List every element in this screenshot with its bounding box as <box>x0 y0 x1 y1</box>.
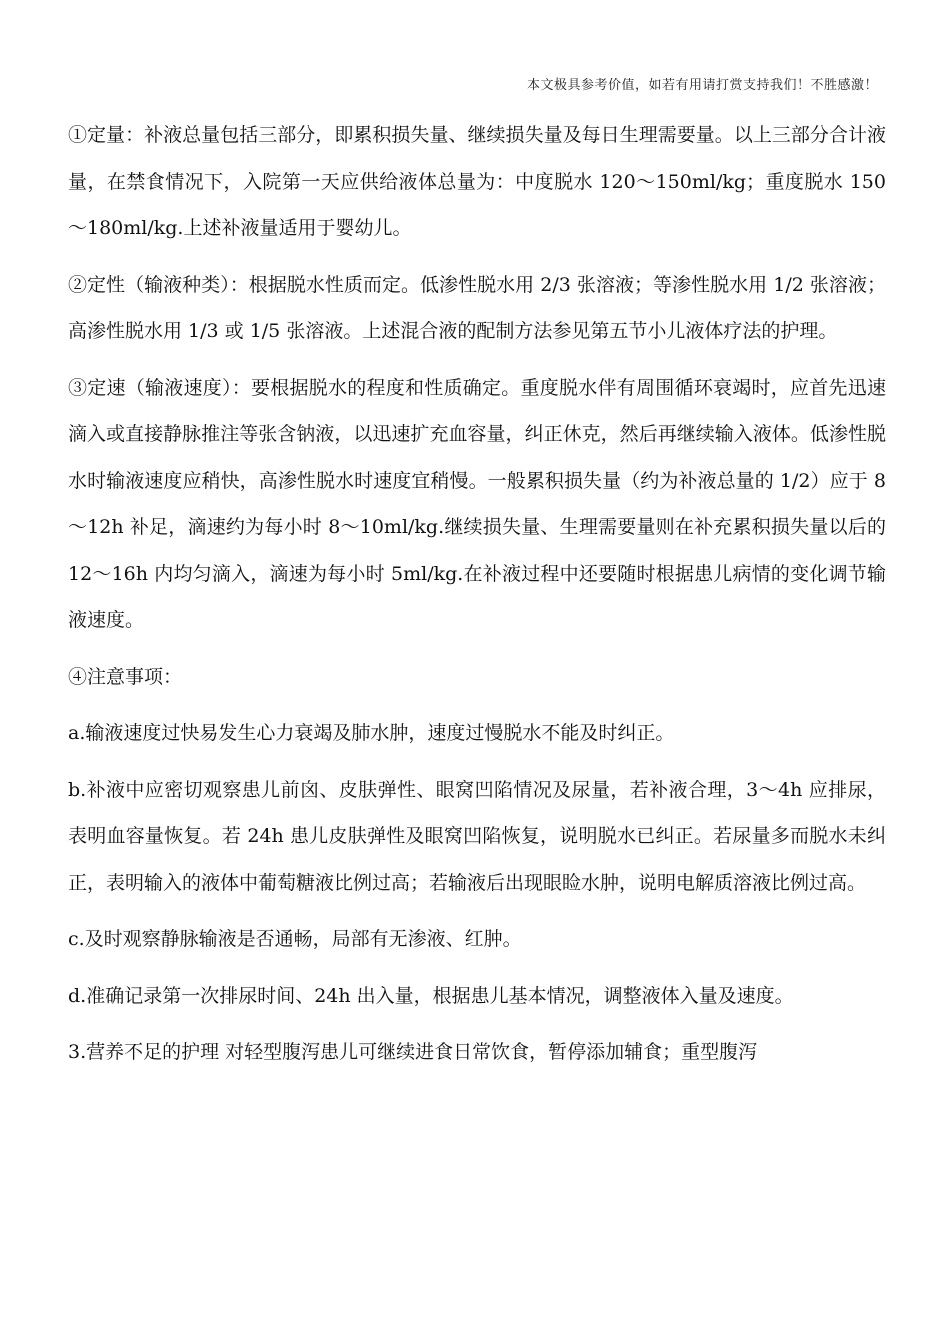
paragraph-type: ②定性（输液种类）：根据脱水性质而定。低渗性脱水用 2/3 张溶液；等渗性脱水用 1/2 张溶液；高渗性脱水用 1/3 或 1/5 张溶液。上述混合液的配制方法参见第五节小儿液体疗法的护理。 <box>68 273 886 342</box>
paragraph-quantity: ①定量：补液总量包括三部分，即累积损失量、继续损失量及每日生理需要量。以上三部分合计液量，在禁食情况下，入院第一天应供给液体总量为：中度脱水 120～150ml/kg；重度脱水 150～180ml/kg.上述补液量适用于婴幼儿。 <box>68 124 886 239</box>
paragraph-nutrition: 3.营养不足的护理 对轻型腹泻患儿可继续进食日常饮食，暂停添加辅食；重型腹泻 <box>68 1041 758 1063</box>
paragraph-note-a: a.输液速度过快易发生心力衰竭及肺水肿，速度过慢脱水不能及时纠正。 <box>68 722 675 744</box>
paragraph-speed: ③定速（输液速度）：要根据脱水的程度和性质确定。重度脱水伴有周围循环衰竭时，应首先迅速滴入或直接静脉推注等张含钠液，以迅速扩充血容量，纠正休克，然后再继续输入液体。低渗性脱水时输液速度应稍快，高渗性脱水时速度宜稍慢。一般累积损失量（约为补液总量的 1/2）应于 8～12h 补足，滴速约为每小时 8～10ml/kg.继续损失量、生理需要量则在补充累积损失量以后的 12～16h 内均匀滴入，滴速为每小时 5ml/kg.在补液过程中还要随时根据患儿病情的变化调节输液速度。 <box>68 376 886 631</box>
paragraph-note-c: c.及时观察静脉输液是否通畅，局部有无渗液、红肿。 <box>68 928 522 950</box>
paragraph-note-d: d.准确记录第一次排尿时间、24h 出入量，根据患儿基本情况，调整液体入量及速度。 <box>68 984 794 1007</box>
header-note: 本文极具参考价值，如若有用请打赏支持我们！不胜感激！ <box>526 78 878 93</box>
paragraph-note-b: b.补液中应密切观察患儿前囟、皮肤弹性、眼窝凹陷情况及尿量，若补液合理，3～4h 应排尿，表明血容量恢复。若 24h 患儿皮肤弹性及眼窝凹陷恢复，说明脱水已纠正。若尿量多而脱水未纠正，表明输入的液体中葡萄糖液比例过高；若输液后出现眼睑水肿，说明电解质溶液比例过高。 <box>68 778 886 894</box>
paragraph-notes-heading: ④注意事项： <box>68 665 183 688</box>
document-body <box>68 112 886 1086</box>
